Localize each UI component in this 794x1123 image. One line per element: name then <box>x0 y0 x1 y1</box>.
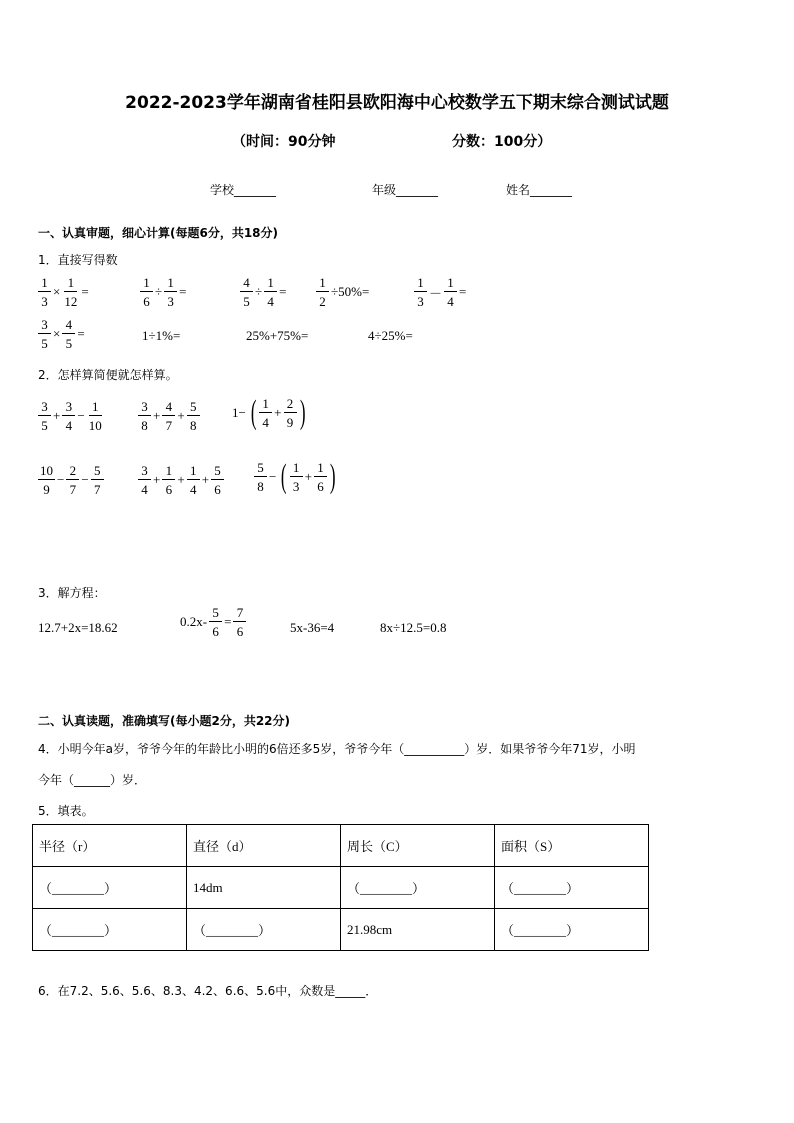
q2-expr-2: $\frac{3}{8}$ + $\frac{4}{7}$ + $\frac{5}{8}$ <box>138 400 200 432</box>
table-cell[interactable]: （________） <box>187 909 341 951</box>
q1-item-a4: $\frac{1}{2}$ ÷50%= <box>316 276 371 308</box>
table-cell: 21.98cm <box>341 909 495 951</box>
q2-expr-4: $\frac{10}{9}$ − $\frac{2}{7}$ − $\frac{5}{7}$ <box>38 464 104 496</box>
school-field[interactable]: 学校_______ <box>210 183 277 197</box>
q2-expr-3: 1− ( $\frac{1}{4}$ + $\frac{2}{9}$ ) <box>232 394 306 431</box>
grade-field[interactable]: 年级_______ <box>372 183 439 197</box>
table-cell[interactable]: （________） <box>33 867 187 909</box>
name-field[interactable]: 姓名_______ <box>506 183 573 197</box>
q2-expr-1: $\frac{3}{5}$ + $\frac{3}{4}$ − $\frac{1}{10}$ <box>38 400 104 432</box>
table-cell[interactable]: （________） <box>495 909 649 951</box>
header-radius: 半径（r） <box>33 825 187 867</box>
header-area: 面积（S） <box>495 825 649 867</box>
q4-line-2: 今年（______）岁． <box>38 773 147 787</box>
q3-equation-1: 12.7+2x=18.62 <box>38 620 118 635</box>
table-header-row <box>33 825 649 867</box>
q1-item-b1: $\frac{3}{5}$ × $\frac{4}{5}$ = <box>38 318 87 350</box>
header-circumference: 周长（C） <box>341 825 495 867</box>
table-cell[interactable]: （________） <box>341 867 495 909</box>
q4-line-1: 4．小明今年a岁，爷爷今年的年龄比小明的6倍还多5岁，爷爷今年（__________）岁．如果爷爷今年71岁，小明 <box>38 742 636 756</box>
table-cell: 14dm <box>187 867 341 909</box>
table-row <box>33 909 649 951</box>
header-diameter: 直径（d） <box>187 825 341 867</box>
q3-equation-3: 5x-36=4 <box>290 620 335 635</box>
section2-heading: 二、认真读题，准确填写(每小题2分，共22分) <box>38 714 291 728</box>
q2-expr-6: $\frac{5}{8}$ − ( $\frac{1}{3}$ + $\frac{1}{6}$ ) <box>254 460 338 494</box>
q1-item-a5: $\frac{1}{3}$ － $\frac{1}{4}$ = <box>414 276 468 308</box>
table-cell[interactable]: （________） <box>495 867 649 909</box>
q1-item-b2: 1÷1%= <box>142 328 181 343</box>
q1-item-a3: $\frac{4}{5}$ ÷ $\frac{1}{4}$ = <box>240 276 288 308</box>
q2-expr-5: $\frac{3}{4}$ + $\frac{1}{6}$ + $\frac{1}{4}$ + $\frac{5}{6}$ <box>138 464 224 496</box>
q1-item-b4: 4÷25%= <box>368 328 413 343</box>
section1-heading: 一、认真审题，细心计算(每题6分，共18分) <box>38 226 279 240</box>
q5-label: 5．填表。 <box>38 804 94 818</box>
time-limit: （时间：90分钟 <box>232 134 336 150</box>
table-row <box>33 867 649 909</box>
q1-item-a2: $\frac{1}{6}$ ÷ $\frac{1}{3}$ = <box>140 276 188 308</box>
q1-label: 1．直接写得数 <box>38 253 118 267</box>
q3-label: 3．解方程： <box>38 586 106 600</box>
q6-text: 6．在7.2、5.6、5.6、8.3、4.2、6.6、5.6中，众数是_____． <box>38 984 378 998</box>
q2-label: 2．怎样算简便就怎样算。 <box>38 368 178 382</box>
q3-equation-4: 8x÷12.5=0.8 <box>380 620 447 635</box>
q3-equation-2: 0.2x- $\frac{5}{6}$ = $\frac{7}{6}$ <box>178 606 246 638</box>
total-score: 分数：100分） <box>452 134 552 150</box>
q5-table <box>32 824 649 951</box>
page-title: 2022-2023学年湖南省桂阳县欧阳海中心校数学五下期末综合测试试题 <box>125 93 669 113</box>
q1-item-a1: $\frac{1}{3}$ × $\frac{1}{12}$ = <box>38 276 91 308</box>
table-cell[interactable]: （________） <box>33 909 187 951</box>
q1-item-b3: 25%+75%= <box>246 328 309 343</box>
